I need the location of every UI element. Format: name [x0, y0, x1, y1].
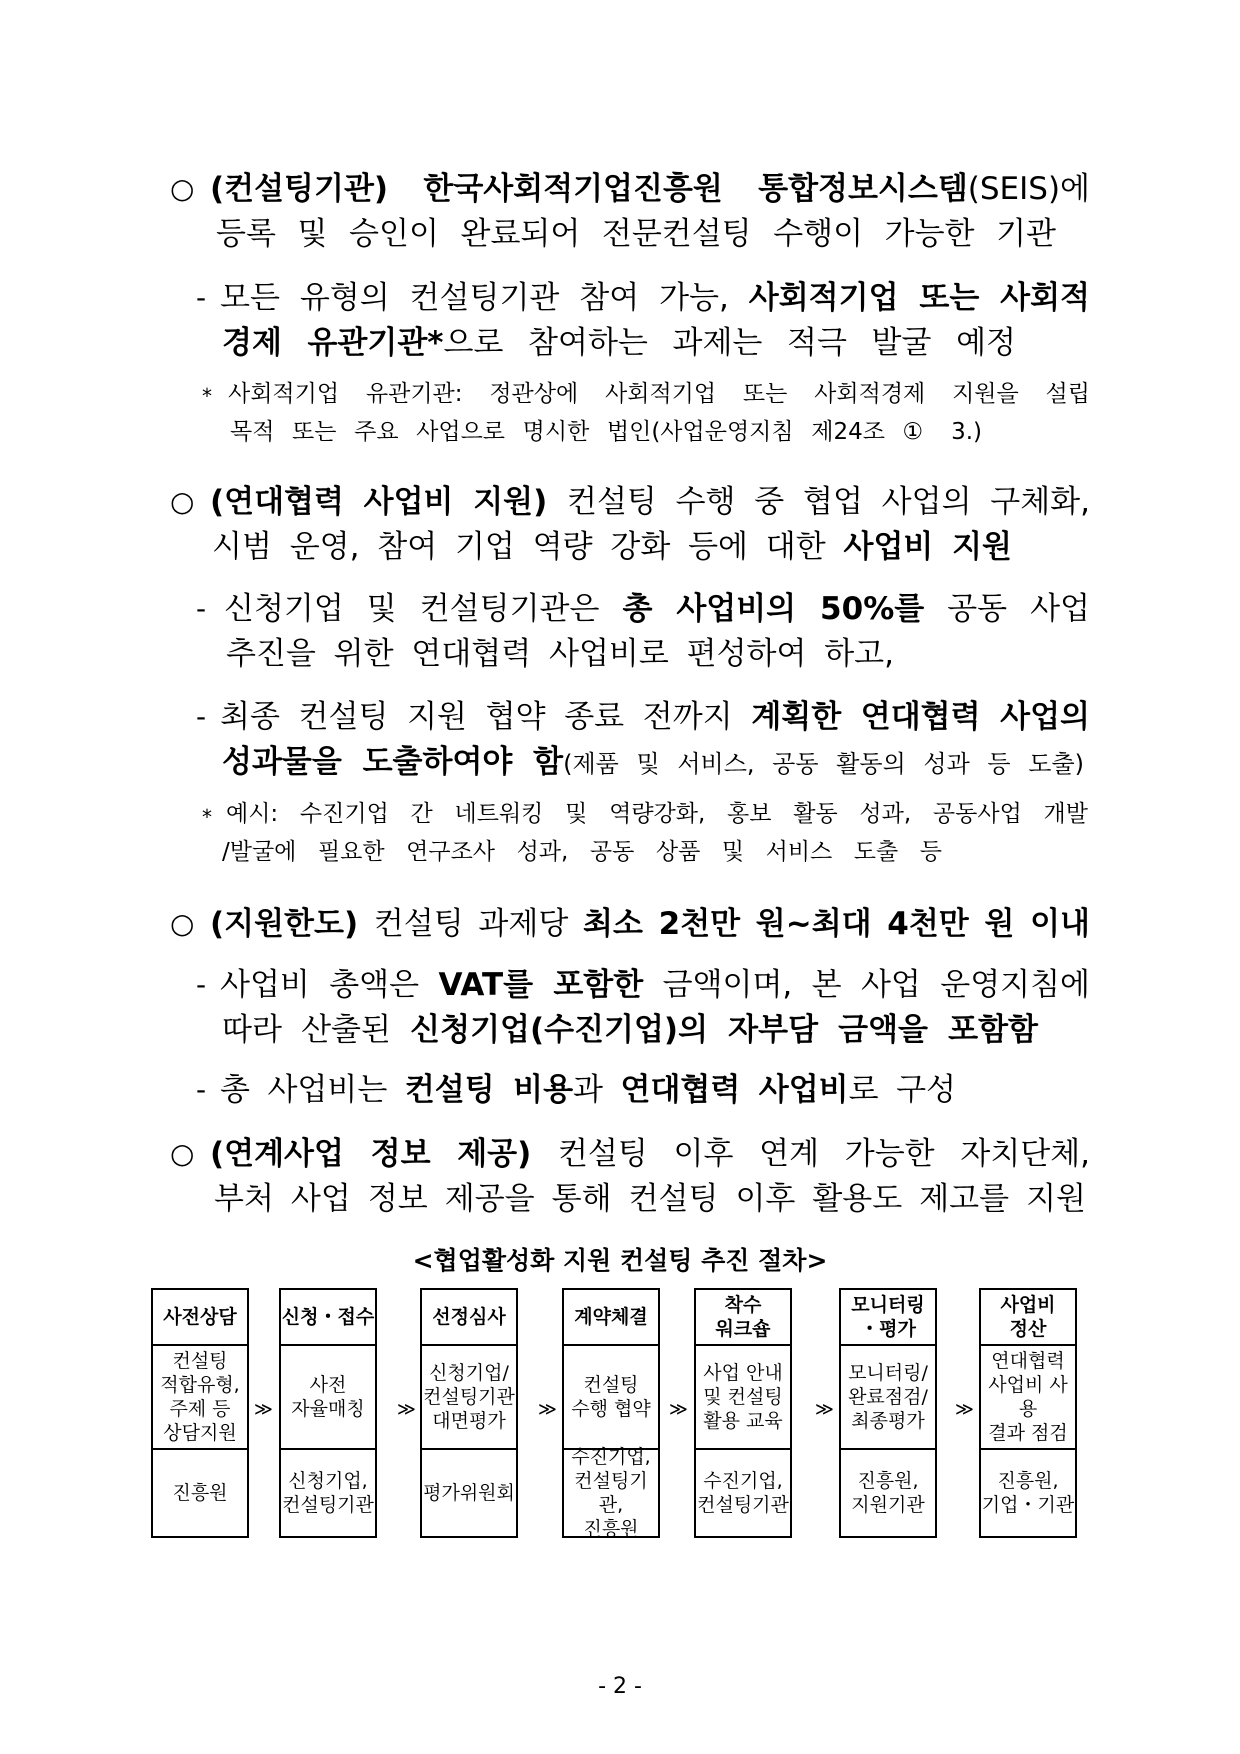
section1-line1: (컨설팅기관) 한국사회적기업진흥원 통합정보시스템(SEIS)에 [210, 171, 1090, 207]
chevron-right-icon: ≫ [669, 1399, 688, 1420]
section2-line2: 시범 운영, 참여 기업 역량 강화 등에 대한 사업비 지원 [212, 529, 1012, 565]
section2-sub2-line2: 성과물을 도출하여야 함(제품 및 서비스, 공동 활동의 성과 등 도출) [222, 744, 1085, 780]
chevron-right-icon: ≫ [254, 1399, 273, 1420]
step-description: 신청기업/ 컨설팅기관 대면평가 [420, 1344, 518, 1450]
bullet-circle: ○ [170, 485, 195, 518]
section3-sub1-line2: 따라 산출된 신청기업(수진기업)의 자부담 금액을 포함함 [222, 1012, 1038, 1048]
step-title: 계약체결 [562, 1288, 660, 1346]
step-actor: 진흥원 [151, 1448, 249, 1538]
dash-marker: - [196, 700, 207, 733]
note-star: * [202, 805, 212, 829]
section1-sub1-line1: 모든 유형의 컨설팅기관 참여 가능, 사회적기업 또는 사회적 [220, 280, 1090, 316]
process-table [0, 1288, 1240, 1538]
section1-note-line2: 목적 또는 주요 사업으로 명시한 법인(사업운영지침 제24조 ① 3.) [230, 419, 982, 445]
step-title: 선정심사 [420, 1288, 518, 1346]
step-actor: 진흥원, 기업・기관 [979, 1448, 1077, 1538]
chevron-right-icon: ≫ [538, 1399, 557, 1420]
dash-marker: - [196, 281, 207, 314]
step-title: 모니터링 ・평가 [839, 1288, 937, 1346]
step-description: 사업 안내 및 컨설팅 활용 교육 [694, 1344, 792, 1450]
dash-marker: - [196, 592, 207, 625]
section2-sub1-line1: 신청기업 및 컨설팅기관은 총 사업비의 50%를 공동 사업 [224, 591, 1090, 627]
step-title: 사업비 정산 [979, 1288, 1077, 1346]
chevron-right-icon: ≫ [955, 1399, 974, 1420]
page-number: - 2 - [598, 1674, 642, 1699]
section2-note-line1: 예시: 수진기업 간 네트워킹 및 역량강화, 홍보 활동 성과, 공동사업 개발 [226, 801, 1088, 827]
dash-marker: - [196, 968, 207, 1001]
section2-sub1-line2: 추진을 위한 연대협력 사업비로 편성하여 하고, [226, 636, 894, 672]
step-title: 사전상담 [151, 1288, 249, 1346]
step-actor: 평가위원회 [420, 1448, 518, 1538]
section3-line1: (지원한도) 컨설팅 과제당 최소 2천만 원~최대 4천만 원 이내 [210, 906, 1090, 942]
section3-sub1-line1: 사업비 총액은 VAT를 포함한 금액이며, 본 사업 운영지침에 [220, 967, 1091, 1003]
step-description: 사전 자율매칭 [279, 1344, 377, 1450]
step-actor: 수진기업, 컨설팅기관 [694, 1448, 792, 1538]
step-title: 착수 워크숍 [694, 1288, 792, 1346]
step-description: 컨설팅 수행 협약 [562, 1344, 660, 1450]
section3-sub2-line1: 총 사업비는 컨설팅 비용과 연대협력 사업비로 구성 [220, 1072, 956, 1108]
step-description: 연대협력 사업비 사용 결과 점검 [979, 1344, 1077, 1450]
bullet-circle: ○ [170, 1137, 195, 1170]
section4-line1: (연계사업 정보 제공) 컨설팅 이후 연계 가능한 자치단체, [210, 1136, 1091, 1172]
step-description: 컨설팅 적합유형, 주제 등 상담지원 [151, 1344, 249, 1450]
section2-note-line2: /발굴에 필요한 연구조사 성과, 공동 상품 및 서비스 도출 등 [222, 839, 942, 865]
bullet-circle: ○ [170, 172, 195, 205]
step-description: 모니터링/ 완료점검/ 최종평가 [839, 1344, 937, 1450]
step-actor: 신청기업, 컨설팅기관 [279, 1448, 377, 1538]
dash-marker: - [196, 1073, 207, 1106]
section1-note-line1: 사회적기업 유관기관: 정관상에 사회적기업 또는 사회적경제 지원을 설립 [228, 381, 1090, 407]
section2-line1: (연대협력 사업비 지원) 컨설팅 수행 중 협업 사업의 구체화, [210, 484, 1090, 520]
section1-sub1-line2: 경제 유관기관*으로 참여하는 과제는 적극 발굴 예정 [222, 325, 1016, 361]
bullet-circle: ○ [170, 907, 195, 940]
note-star: * [202, 384, 212, 408]
step-actor: 진흥원, 지원기관 [839, 1448, 937, 1538]
process-caption: <협업활성화 지원 컨설팅 추진 절차> [412, 1246, 828, 1275]
section2-sub2-line1: 최종 컨설팅 지원 협약 종료 전까지 계획한 연대협력 사업의 [220, 699, 1091, 735]
chevron-right-icon: ≫ [397, 1399, 416, 1420]
section4-line2: 부처 사업 정보 제공을 통해 컨설팅 이후 활용도 제고를 지원 [214, 1181, 1086, 1217]
step-title: 신청・접수 [279, 1288, 377, 1346]
section1-line2: 등록 및 승인이 완료되어 전문컨설팅 수행이 가능한 기관 [216, 216, 1056, 252]
chevron-right-icon: ≫ [815, 1399, 834, 1420]
step-actor: 수진기업, 컨설팅기관, 진흥원 [562, 1448, 660, 1538]
